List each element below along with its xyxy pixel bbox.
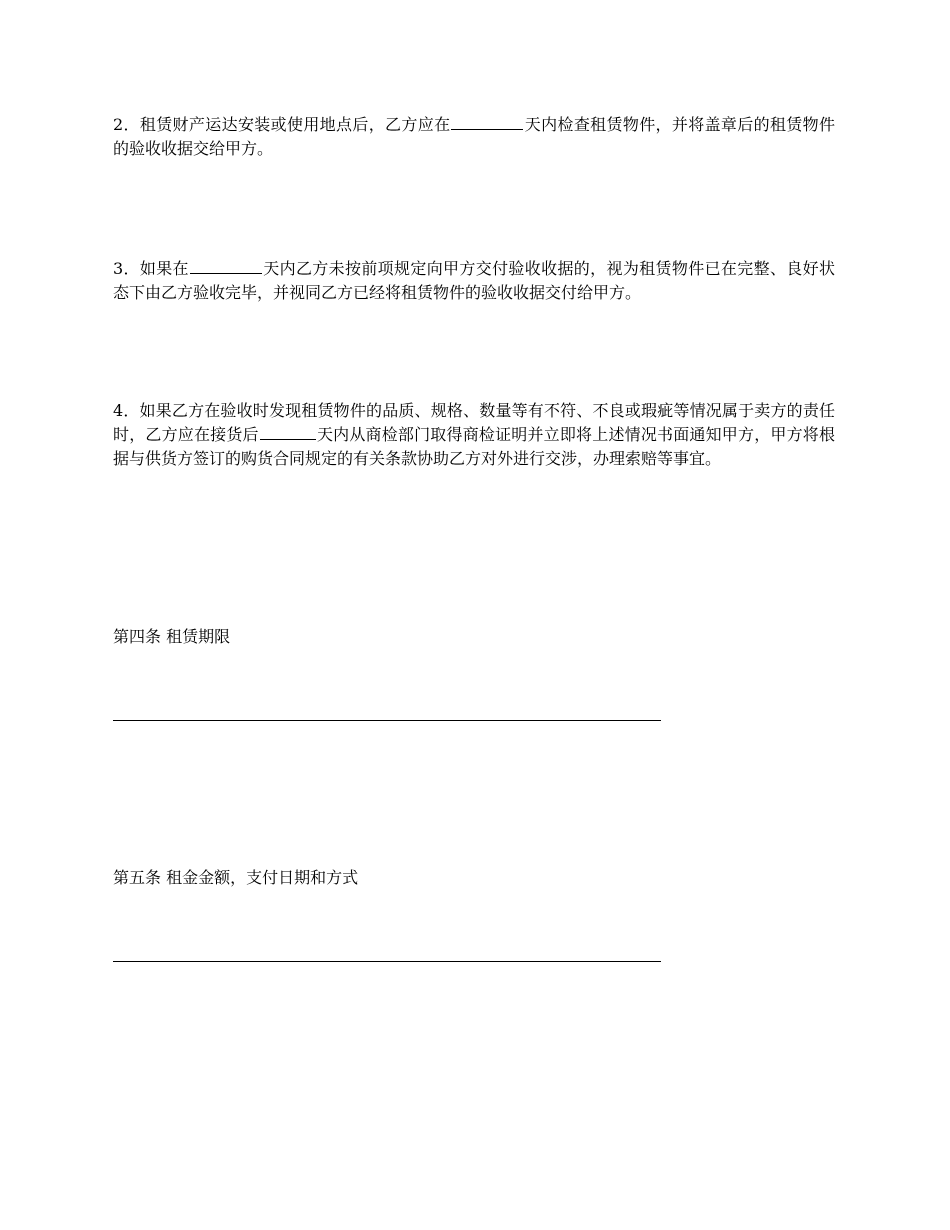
clause-2-text-end: 天内检查租赁物件，并将盖章后的租赁物件的验收收据交给甲方。 xyxy=(113,115,835,158)
article-4-fill-line[interactable] xyxy=(113,720,661,721)
clause-3-paragraph xyxy=(113,257,835,305)
clause-3-days-blank[interactable] xyxy=(190,257,262,274)
article-4-heading: 第四条 租赁期限 xyxy=(113,627,231,646)
clause-2-text-start: 2．租赁财产运达安装或使用地点后，乙方应在 xyxy=(113,115,451,134)
clause-3-text-end: 天内乙方未按前项规定向甲方交付验收收据的，视为租赁物件已在完整、良好状态下由乙方验收完毕，并视同乙方已经将租赁物件的验收收据交付给甲方。 xyxy=(113,259,835,302)
clause-2-paragraph xyxy=(113,113,835,161)
clause-4-paragraph xyxy=(113,399,835,471)
clause-2-days-blank[interactable] xyxy=(451,113,523,130)
clause-4-days-blank[interactable] xyxy=(260,423,316,440)
clause-3-text-start: 3．如果在 xyxy=(113,259,189,278)
article-5-heading: 第五条 租金金额，支付日期和方式 xyxy=(113,868,359,887)
clause-4-text-start: 4．如果乙方在验收时发现租赁物件的品质、规格、数量等有不符、不良或瑕疵等情况属于卖方的责任时，乙方应在接货后 xyxy=(113,401,835,444)
clause-4-text-end: 天内从商检部门取得商检证明并立即将上述情况书面通知甲方，甲方将根据与供货方签订的购货合同规定的有关条款协助乙方对外进行交涉，办理索赔等事宜。 xyxy=(113,425,835,468)
article-5-fill-line[interactable] xyxy=(113,961,661,962)
